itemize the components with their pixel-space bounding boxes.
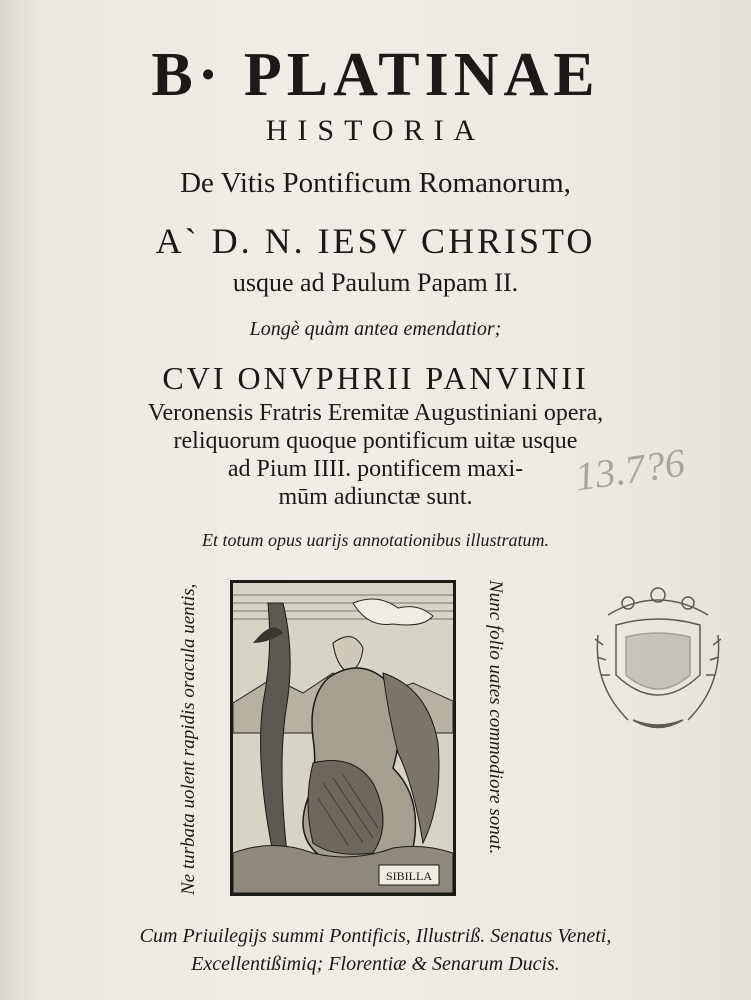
annotation-note: Et totum opus uarijs annotationibus illustratum. — [201, 530, 550, 550]
range-line: A` D. N. IESV CHRISTO — [155, 221, 596, 261]
range-end-line: usque ad Paulum Papam II. — [232, 268, 519, 297]
author-heading: B· PLATINAE — [151, 41, 600, 109]
right-motto: Nunc folio uates commodiore sonat. — [485, 580, 506, 855]
left-motto: Ne turbata uolent rapidis oracula uentis, — [178, 583, 199, 895]
subtitle-line: De Vitis Pontificum Romanorum, — [180, 167, 571, 199]
manuscript-number: 13.7?6 — [572, 439, 688, 500]
imprint-line-1: Cum Priuilegijs summi Pontificis, Illustriß. Senatus Veneti, — [139, 925, 612, 947]
editor-heading: CVI ONVPHRII PANVINII — [162, 360, 589, 396]
library-stamp — [588, 575, 728, 745]
editor-line-1: Veronensis Fratris Eremitæ Augustiniani opera, — [147, 400, 604, 426]
imprint-line-2: Excellentißimiq; Florentiæ & Senarum Ducis. — [191, 953, 560, 975]
woodcut-illustration — [233, 583, 453, 893]
editor-line-2: reliquorum quoque pontificum uitæ usque — [173, 428, 578, 454]
sibyl-woodcut — [230, 580, 456, 896]
editor-line-4: mūm adiunctæ sunt. — [278, 484, 473, 510]
woodcut-label: SIBILLA — [386, 869, 432, 883]
editor-line-3: ad Pium IIII. pontificem maxi- — [227, 456, 524, 482]
work-heading: HISTORIA — [265, 114, 486, 147]
edition-note: Longè quàm antea emendatior; — [249, 318, 502, 340]
